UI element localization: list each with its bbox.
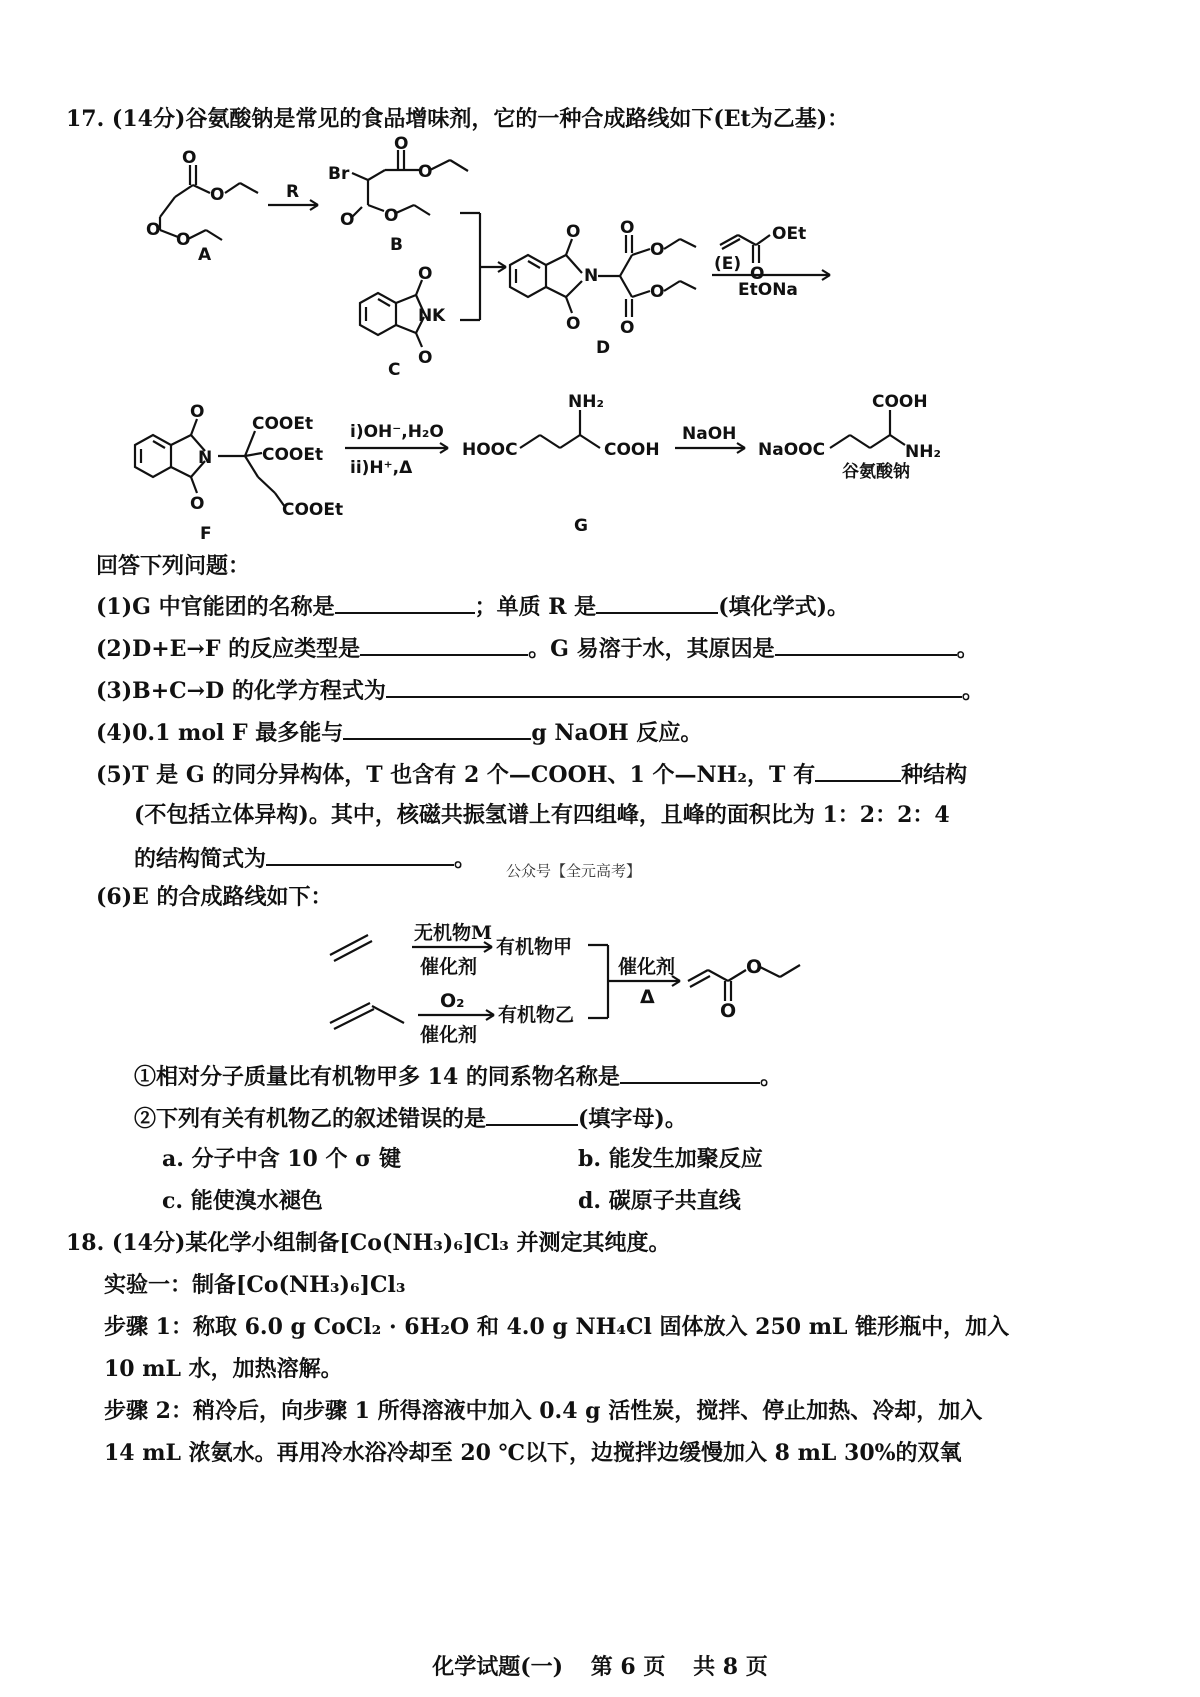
label-d: D bbox=[596, 338, 611, 358]
atom-o: O bbox=[384, 206, 399, 226]
atom-o: O bbox=[750, 264, 765, 284]
footer-total: 共 8 页 bbox=[693, 1654, 768, 1680]
atom-n: N bbox=[198, 448, 213, 468]
atom-o: O bbox=[418, 348, 433, 368]
question-6: (6)E 的合成路线如下： bbox=[96, 884, 333, 910]
heat-symbol: Δ bbox=[640, 986, 655, 1008]
atom-o: O bbox=[176, 230, 191, 250]
group-nh2: NH₂ bbox=[568, 392, 604, 412]
group-cooet: COOEt bbox=[262, 445, 324, 465]
group-cooh: COOH bbox=[604, 440, 660, 460]
option-d: d. 碳原子共直线 bbox=[578, 1188, 741, 1214]
answer-blank[interactable] bbox=[360, 634, 528, 656]
option-a: a. 分子中含 10 个 σ 键 bbox=[162, 1146, 402, 1172]
answer-blank[interactable] bbox=[335, 592, 475, 614]
reagent-naoh: NaOH bbox=[682, 424, 737, 444]
atom-n: N bbox=[584, 266, 599, 286]
question-3: (3)B+C→D 的化学方程式为 。 bbox=[96, 678, 984, 704]
reagent-etona: EtONa bbox=[738, 280, 798, 300]
catalyst-label: 催化剂 bbox=[420, 956, 478, 978]
group-cooet: COOEt bbox=[252, 414, 314, 434]
atom-o: O bbox=[146, 220, 161, 240]
atom-o: O bbox=[650, 282, 665, 302]
group-nh2: NH₂ bbox=[905, 442, 941, 462]
answer-blank[interactable] bbox=[596, 592, 718, 614]
step-2-line-2: 14 mL 浓氨水。再用冷水浴冷却至 20 ℃以下，边搅拌边缓慢加入 8 mL 30%的双氧 bbox=[104, 1440, 962, 1466]
reagent-o2: O₂ bbox=[440, 990, 465, 1012]
atom-o: O bbox=[620, 218, 635, 238]
label-a: A bbox=[198, 245, 212, 265]
experiment-1-title: 实验一：制备[Co(NH₃)₆]Cl₃ bbox=[104, 1272, 406, 1298]
atom-n: N bbox=[418, 306, 433, 326]
reagent-m: 无机物M bbox=[414, 922, 493, 944]
page-footer bbox=[0, 1650, 1200, 1681]
group-cooet: COOEt bbox=[282, 500, 344, 520]
route-e-scheme bbox=[0, 915, 1200, 1055]
label-f: F bbox=[200, 524, 212, 544]
condition-i: i)OH⁻,H₂O bbox=[350, 422, 444, 442]
step-1-line-2: 10 mL 水，加热溶解。 bbox=[104, 1356, 343, 1382]
atom-o: O bbox=[210, 185, 225, 205]
atom-o: O bbox=[746, 956, 763, 978]
option-b: b. 能发生加聚反应 bbox=[578, 1146, 763, 1172]
group-oet: OEt bbox=[772, 224, 807, 244]
atom-o: O bbox=[720, 1000, 737, 1022]
atom-o: O bbox=[650, 240, 665, 260]
footer-subject: 化学试题(一) bbox=[432, 1654, 564, 1680]
atom-k: K bbox=[432, 306, 446, 326]
watermark: 公众号【全元高考】 bbox=[506, 862, 642, 880]
step-2-line-1: 步骤 2：稍冷后，向步骤 1 所得溶液中加入 0.4 g 活性炭，搅拌、停止加热、冷却，加入 bbox=[104, 1398, 983, 1424]
answer-blank[interactable] bbox=[815, 760, 901, 782]
reagent-r: R bbox=[286, 182, 300, 202]
atom-o: O bbox=[418, 162, 433, 182]
question-5: (5)T 是 G 的同分异构体，T 也含有 2 个—COOH、1 个—NH₂，T 有 种结构 bbox=[96, 762, 968, 788]
condition-ii: ii)H⁺,Δ bbox=[350, 458, 413, 478]
label-g: G bbox=[574, 516, 588, 536]
footer-page: 第 6 页 bbox=[590, 1654, 666, 1680]
group-naooc: NaOOC bbox=[758, 440, 826, 460]
compound-yi: 有机物乙 bbox=[498, 1004, 575, 1026]
atom-o: O bbox=[190, 494, 205, 514]
atom-o: O bbox=[620, 318, 635, 338]
q17-header: 17. (14分)谷氨酸钠是常见的食品增味剂，它的一种合成路线如下(Et为乙基)： bbox=[66, 106, 850, 132]
reagent-e: (E) bbox=[714, 254, 742, 274]
group-cooh: COOH bbox=[872, 392, 928, 412]
question-6-2: ②下列有关有机物乙的叙述错误的是 (填字母)。 bbox=[134, 1106, 687, 1132]
question-2: (2)D+E→F 的反应类型是 。G 易溶于水，其原因是 。 bbox=[96, 636, 979, 662]
option-c: c. 能使溴水褪色 bbox=[162, 1188, 323, 1214]
atom-o: O bbox=[182, 148, 197, 168]
answer-blank[interactable] bbox=[386, 676, 962, 698]
question-6-1: ①相对分子质量比有机物甲多 14 的同系物名称是 。 bbox=[134, 1064, 782, 1090]
answer-intro: 回答下列问题： bbox=[96, 553, 251, 579]
question-5-cont: (不包括立体异构)。其中，核磁共振氢谱上有四组峰，且峰的面积比为 1：2：2：4 bbox=[134, 802, 950, 828]
label-b: B bbox=[390, 235, 403, 255]
synthesis-scheme bbox=[0, 135, 1200, 585]
catalyst-label: 催化剂 bbox=[618, 956, 676, 978]
answer-blank[interactable] bbox=[266, 844, 454, 866]
atom-o: O bbox=[566, 222, 581, 242]
atom-o: O bbox=[340, 210, 355, 230]
step-1-line-1: 步骤 1：称取 6.0 g CoCl₂ · 6H₂O 和 4.0 g NH₄Cl 固体放入 250 mL 锥形瓶中，加入 bbox=[104, 1314, 1010, 1340]
atom-o: O bbox=[190, 402, 205, 422]
q18-header: 18. (14分)某化学小组制备[Co(NH₃)₆]Cl₃ 并测定其纯度。 bbox=[66, 1230, 671, 1256]
question-1: (1)G 中官能团的名称是 ；单质 R 是 (填化学式)。 bbox=[96, 594, 850, 620]
answer-blank[interactable] bbox=[620, 1062, 760, 1084]
atom-br: Br bbox=[328, 164, 350, 184]
catalyst-label: 催化剂 bbox=[420, 1024, 478, 1046]
atom-o: O bbox=[394, 135, 409, 154]
label-c: C bbox=[388, 360, 401, 380]
product-name: 谷氨酸钠 bbox=[842, 462, 910, 482]
answer-blank[interactable] bbox=[486, 1104, 578, 1126]
atom-o: O bbox=[566, 314, 581, 334]
question-4: (4)0.1 mol F 最多能与 g NaOH 反应。 bbox=[96, 720, 703, 746]
question-5-end: 的结构简式为 。 bbox=[134, 846, 477, 872]
answer-blank[interactable] bbox=[775, 634, 957, 656]
answer-blank[interactable] bbox=[343, 718, 531, 740]
group-hooc: HOOC bbox=[462, 440, 518, 460]
compound-jia: 有机物甲 bbox=[496, 936, 573, 958]
atom-o: O bbox=[418, 264, 433, 284]
